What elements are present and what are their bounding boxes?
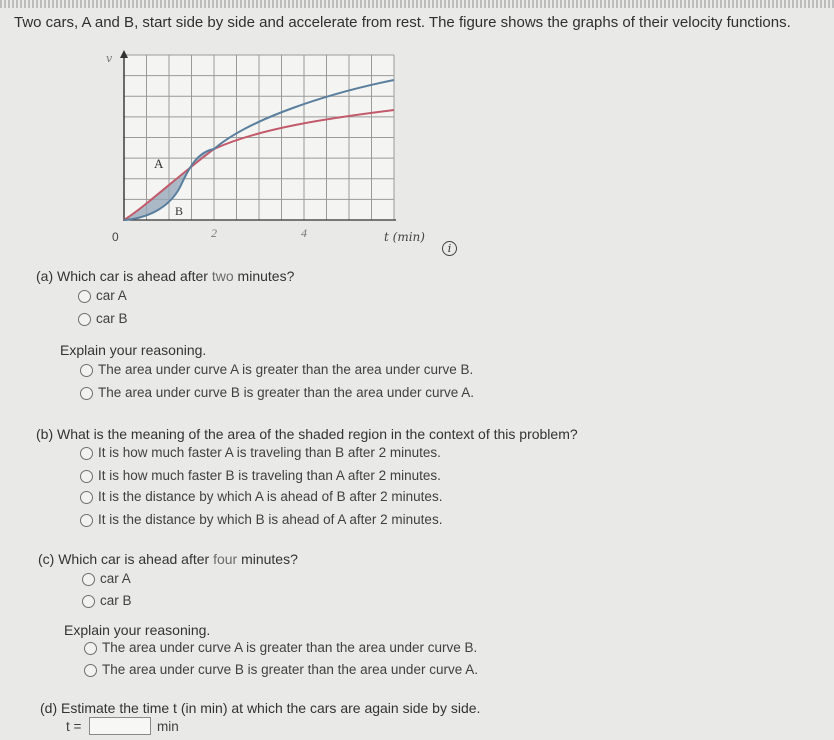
part-a-option-car-a: car A xyxy=(96,288,127,303)
part-a-explain-label: Explain your reasoning. xyxy=(60,342,207,358)
part-a-reason-radio-2[interactable] xyxy=(80,387,93,400)
x-axis-label: t (min) xyxy=(384,230,425,244)
top-border xyxy=(0,0,834,8)
part-b-option-4: It is the distance by which B is ahead of A after 2 minutes. xyxy=(98,512,443,527)
part-a-reason-1: The area under curve A is greater than the area under curve B. xyxy=(98,362,474,377)
part-c-radio-car-a[interactable] xyxy=(82,573,95,586)
part-b-option-1: It is how much faster A is traveling than B after 2 minutes. xyxy=(98,445,441,460)
part-c-reason-radio-1[interactable] xyxy=(84,642,97,655)
part-c-explain-label: Explain your reasoning. xyxy=(64,622,211,638)
part-a-question: (a) Which car is ahead after two minutes? xyxy=(36,268,295,284)
part-c-option-car-b: car B xyxy=(100,593,132,608)
y-axis-arrow-icon xyxy=(120,50,128,58)
curve-a-label: A xyxy=(154,156,164,171)
part-a-radio-car-b[interactable] xyxy=(78,313,91,326)
part-c-reason-2: The area under curve B is greater than the area under curve A. xyxy=(102,662,478,677)
velocity-graph xyxy=(90,48,425,248)
tick-4-label: 4 xyxy=(301,226,307,240)
part-c-question: (c) Which car is ahead after four minutes? xyxy=(38,551,298,567)
y-axis-label: v xyxy=(106,52,113,65)
part-a-option-car-b: car B xyxy=(96,311,128,326)
part-b-radio-1[interactable] xyxy=(80,447,93,460)
part-c-option-car-a: car A xyxy=(100,571,131,586)
part-a-reason-radio-1[interactable] xyxy=(80,364,93,377)
origin-label: 0 xyxy=(112,230,119,244)
part-a-reason-2: The area under curve B is greater than the area under curve A. xyxy=(98,385,474,400)
part-a-radio-car-a[interactable] xyxy=(78,290,91,303)
part-b-radio-4[interactable] xyxy=(80,514,93,527)
curve-b-label: B xyxy=(175,204,184,218)
part-b-option-3: It is the distance by which A is ahead of B after 2 minutes. xyxy=(98,489,443,504)
part-d-input-label: t = xyxy=(66,719,82,734)
part-c-reason-1: The area under curve A is greater than the area under curve B. xyxy=(102,640,478,655)
part-b-option-2: It is how much faster B is traveling than A after 2 minutes. xyxy=(98,468,441,483)
part-b-radio-2[interactable] xyxy=(80,470,93,483)
part-b-question: (b) What is the meaning of the area of the shaded region in the context of this problem? xyxy=(36,426,578,442)
part-d-unit: min xyxy=(157,719,179,734)
part-c-reason-radio-2[interactable] xyxy=(84,664,97,677)
part-b-radio-3[interactable] xyxy=(80,491,93,504)
tick-2-label: 2 xyxy=(211,226,217,240)
info-icon[interactable]: i xyxy=(442,241,457,256)
part-c-radio-car-b[interactable] xyxy=(82,595,95,608)
part-d-question: (d) Estimate the time t (in min) at which the cars are again side by side. xyxy=(40,700,481,716)
part-d-time-input[interactable] xyxy=(89,717,151,735)
problem-intro: Two cars, A and B, start side by side and accelerate from rest. The figure shows the graphs of their velocity functions. xyxy=(14,14,791,31)
